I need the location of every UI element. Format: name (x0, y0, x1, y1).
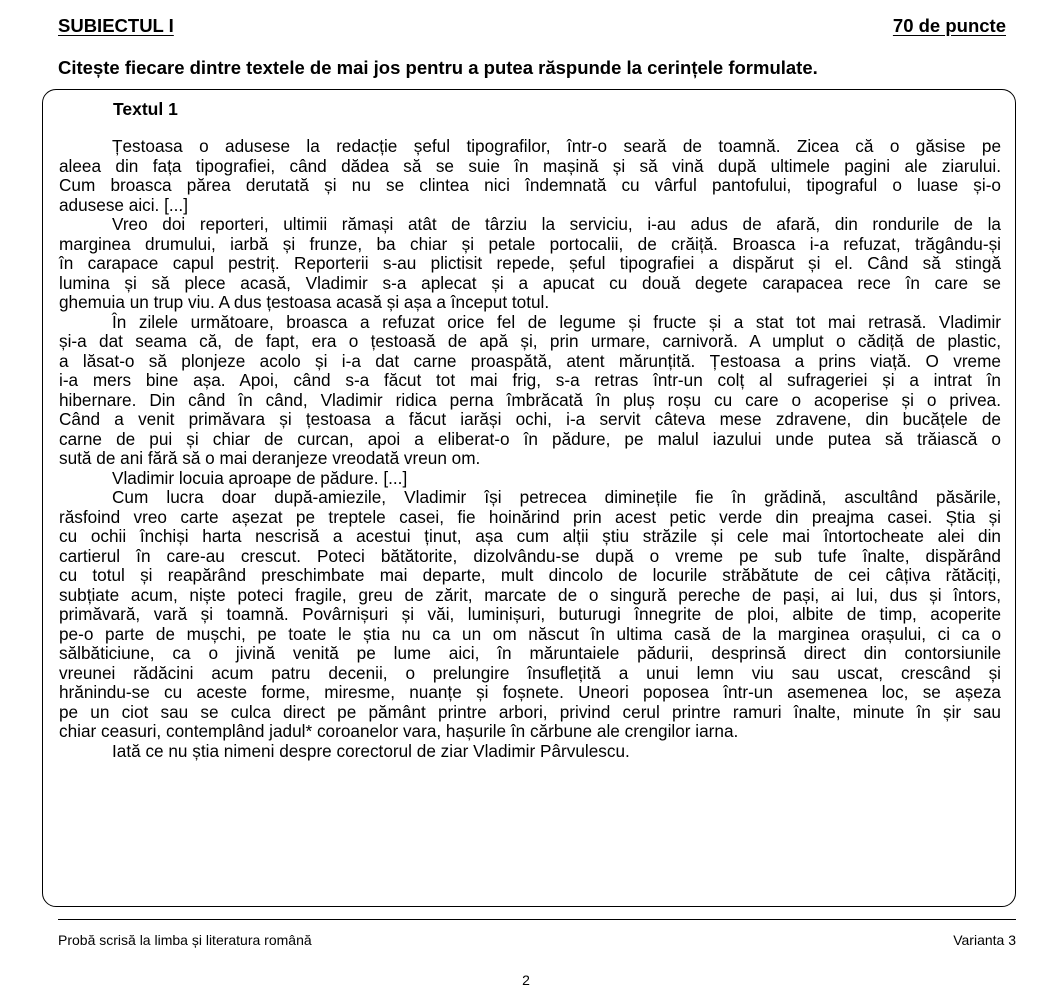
text-line: cartierul în care-au crescut. Poteci bătătorite, dizolvându-se după o vreme pe sub tufe înalte, dispărând (59, 545, 1001, 566)
section-title: SUBIECTUL I (58, 15, 174, 36)
text-line: Vreo doi reporteri, ultimii rămași atât de târziu la serviciu, i-au adus de afară, din rondurile de la (112, 214, 1001, 234)
text-line: ghemuia un trup viu. A dus țestoasa acasă și așa a început totul. (59, 292, 550, 312)
text-line: răsfoind vreo carte așezat pe treptele casei, fie hoinărind prin acest petic verde din preajma casei. Știa și (59, 506, 1001, 527)
instruction-text: Citește fiecare dintre textele de mai jos pentru a putea răspunde la cerințele formulate. (58, 57, 818, 78)
page-footer (58, 919, 1016, 948)
text-line: marginea drumului, iarbă și frunze, ba chiar și petale portocalii, de crăiță. Broasca i-a refuzat, trăgându-și (59, 233, 1001, 254)
footer-variant: Varianta 3 (953, 932, 1016, 948)
text-title: Textul 1 (113, 99, 178, 119)
page-number: 2 (522, 972, 530, 988)
text-line: sută de ani fără să o mai deranjeze vreodată vreun om. (59, 448, 481, 468)
text-line: adusese aici. [...] (59, 194, 188, 215)
text-line: a lăsat-o să plonjeze acolo și i-a dat carne proaspătă, atent mărunțită. Țestoasa a prins viață. O vreme (59, 350, 1001, 371)
text-line: în carapace capul pestriț. Reporterii s-au plictisit repede, șeful tipografiei a dispărut și el. Când să stingă (59, 253, 1001, 273)
text-line: subțiate acum, niște poteci fragile, greu de zărit, marcate de o singură pereche de pași, ai lui, dus și întors, (59, 584, 1001, 605)
text-line: i-a mers bine așa. Apoi, când s-a făcut tot mai frig, s-a retras într-un colț al sufrageriei și a intrat în (59, 370, 1001, 390)
text-line: pe un ciot sau se culca direct pe pământ printre arbori, privind cerul printre ramuri înalte, minute în șir sau (59, 701, 1001, 722)
section-points: 70 de puncte (892, 15, 1006, 36)
text-line: Iată ce nu știa nimeni despre corectorul de ziar Vladimir Pârvulescu. (112, 740, 630, 761)
text-line: carne de pui și chiar de curcan, apoi a eliberat-o în pădure, pe malul iazului unde putea să trăiască o (59, 428, 1001, 449)
text-line: cu totul și reapărând preschimbate mai departe, mult dincolo de locurile străbătute de cei câțiva rătăciți, (59, 565, 1001, 585)
text-line: Țestoasa o adusese la redacție șeful tipografilor, într-o seară de toamnă. Zicea că o găsise pe (112, 136, 1001, 156)
text-line: lumina și să plece acasă, Vladimir s-a aplecat și a apucat cu două degete carapacea rece în care se (59, 272, 1001, 293)
text-line: Vladimir locuia aproape de pădure. [...] (112, 467, 408, 488)
text-line: și-a dat seama că, de fapt, era o țestoasă de apă și, prin urmare, carnivoră. A umplut o cădiță de plastic, (59, 331, 1001, 351)
text-line: hrănindu-se cu aceste forme, miresme, nuanțe și foșnete. Uneori poposea într-un asemenea loc, se așeza (59, 682, 1001, 702)
text-line: chiar ceasuri, contemplând jadul* coroanelor vara, hașurile în cărbune ale crengilor iarna. (59, 721, 739, 741)
text-line: sălbăticiune, ca o jivină venită pe lume aici, în măruntaiele pădurii, desprinsă direct din contorsiunile (59, 643, 1001, 663)
footer-exam-name: Probă scrisă la limba și literatura română (58, 932, 312, 948)
text-line: Cum lucra doar după-amiezile, Vladimir își petrecea diminețile fie în grădină, ascultând păsările, (112, 487, 1001, 507)
text-line: aleea din fața tipografiei, când dădea să se suie în mașină și să vină după ultimele pagini ale ziarului. (59, 155, 1001, 176)
exam-header (58, 14, 1006, 38)
text-line: Cum broasca părea derutată și nu se clintea nici îndemnată cu vârful pantofului, tipograful o luase și-o (59, 175, 1001, 195)
text-line: hibernare. Din când în când, Vladimir ridica perna îmbrăcată în pluș roșu cu care o acoperise și o privea. (59, 389, 1001, 410)
text-line: vreunei rădăcini acum patru decenii, o prelungire însuflețită a unui lemn viu sau uscat, crescând și (59, 662, 1001, 683)
text-line: cu ochii închiși harta nescrisă a acestui ținut, așa cum alții știu străzile și cele mai întortocheate alei din (59, 526, 1001, 546)
text-line: În zilele următoare, broasca a refuzat orice fel de legume și fructe și a stat tot mai retrasă. Vladimir (112, 311, 1001, 332)
text-line: Când a venit primăvara și țestoasa a făcut iarăși ochi, i-a servit câteva mese zdravene, din bucățele de (59, 409, 1001, 429)
text-body (59, 137, 1001, 761)
text-line: primăvară, vară și toamnă. Povârnișuri și văi, luminișuri, buturugi înnegrite de ploi, albite de timp, acoperite (59, 604, 1001, 624)
text-line: pe-o parte de mușchi, pe toate le știa nu ca un om născut în ultima casă de la marginea orașului, ci ca o (59, 623, 1001, 644)
